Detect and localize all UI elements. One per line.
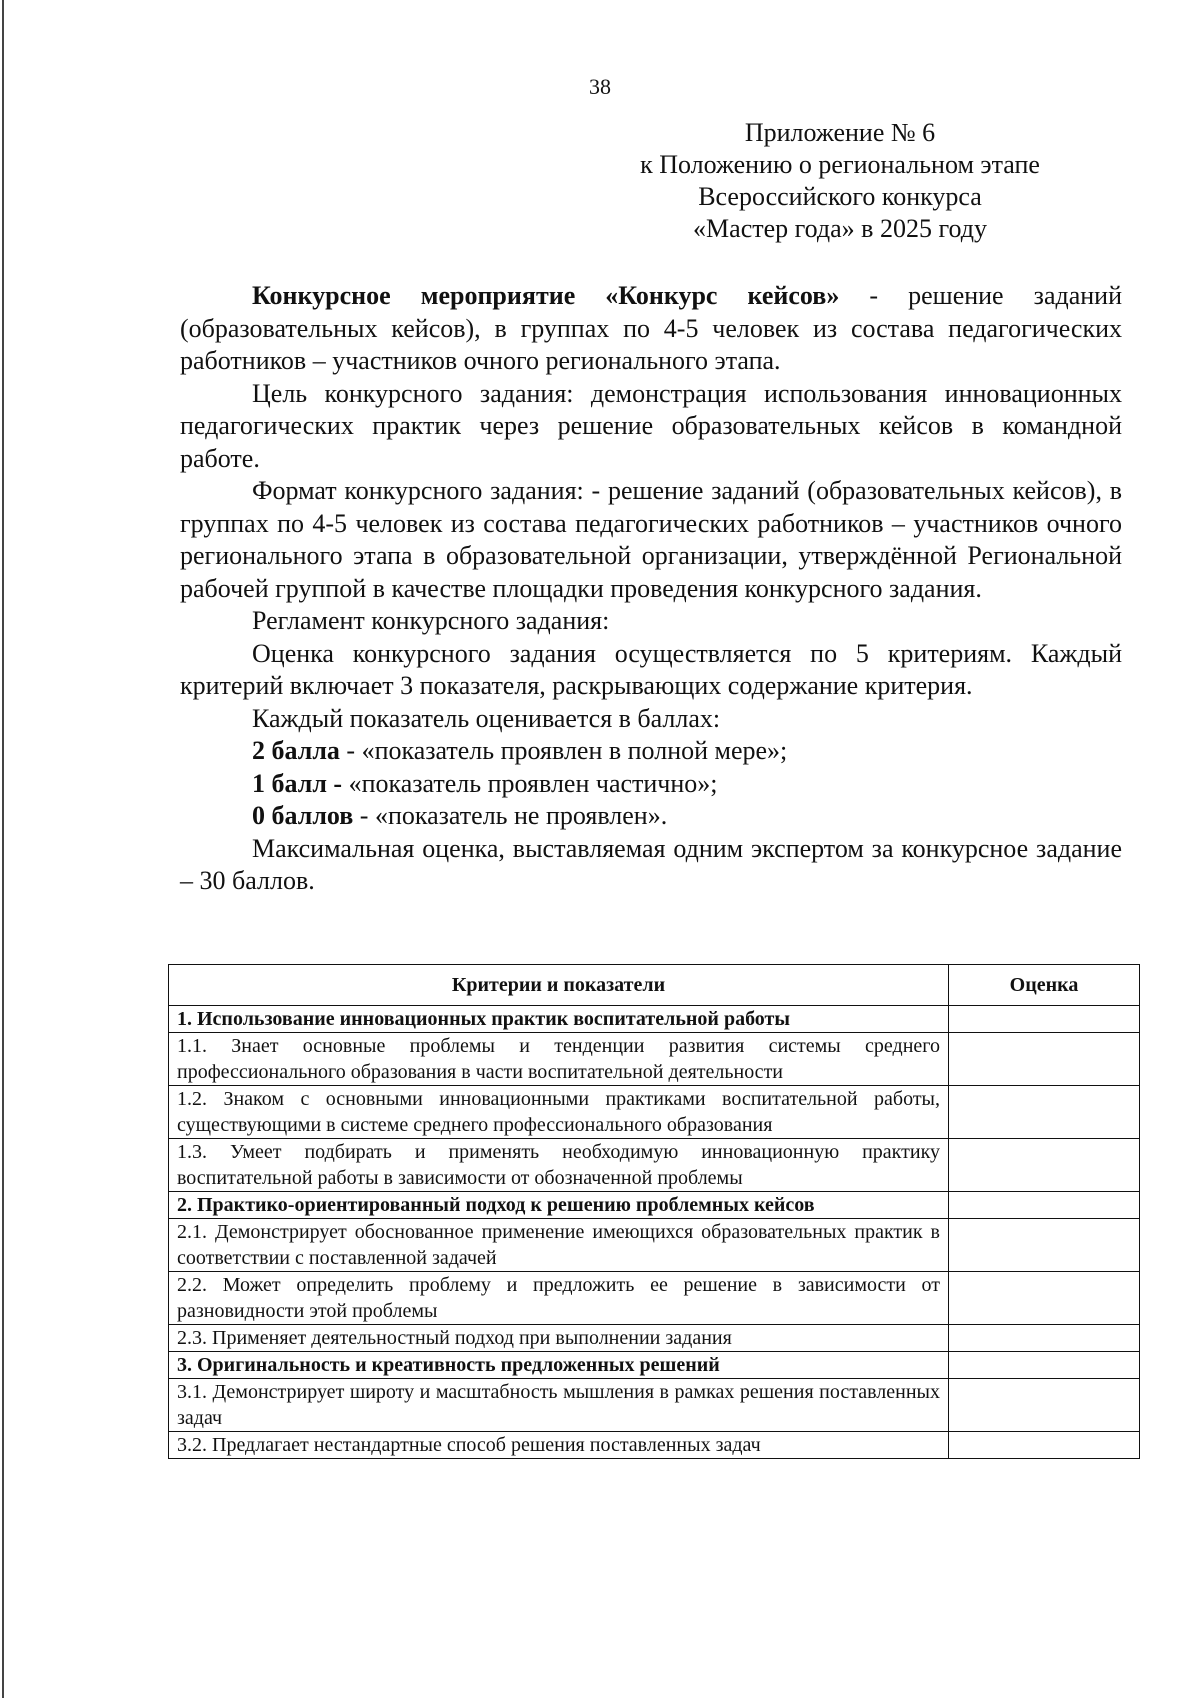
table-row xyxy=(169,1325,1140,1352)
criterion-group-row xyxy=(169,1352,1140,1379)
score-1-label: 1 балл - xyxy=(252,768,343,798)
score-1-text: «показатель проявлен частично»; xyxy=(342,768,718,798)
score-cell xyxy=(949,1325,1140,1352)
score-cell xyxy=(949,1192,1140,1219)
table-row xyxy=(169,1139,1140,1192)
paragraph-format: Формат конкурсного задания: - решение заданий (образовательных кейсов), в группах по 4-5 человек из состава педагогических работников – участников очного регионального этапа в образовательной организации, утверждённой Региональной рабочей группой в качестве площадки проведения конкурсного задания. xyxy=(180,476,1122,603)
paragraph-evaluation: Оценка конкурсного задания осуществляется по 5 критериям. Каждый критерий включает 3 показателя, раскрывающих содержание критерия. xyxy=(180,638,1122,700)
score-2-line xyxy=(180,735,1122,768)
page-number: 38 xyxy=(589,74,611,99)
criterion-group-row xyxy=(169,1006,1140,1033)
score-0-text: - «показатель не проявлен». xyxy=(353,801,668,830)
scan-edge xyxy=(2,0,4,1698)
table-row xyxy=(169,1432,1140,1459)
table-row xyxy=(169,1033,1140,1086)
paragraph-regulation: Регламент конкурсного задания: xyxy=(252,606,610,635)
score-cell xyxy=(949,1379,1140,1432)
table-header-row xyxy=(169,965,1140,1006)
criterion-group-text: 2. Практико-ориентированный подход к решению проблемных кейсов xyxy=(169,1192,949,1219)
appendix-header xyxy=(560,117,1120,245)
appendix-line-2: к Положению о региональном этапе xyxy=(640,150,1040,179)
score-0-label: 0 баллов xyxy=(252,801,354,830)
criteria-table-body xyxy=(169,1006,1140,1459)
score-1-line xyxy=(180,768,1122,801)
paragraph-points: Каждый показатель оценивается в баллах: xyxy=(252,703,721,733)
event-description: - решение заданий (образовательных кейсов), в группах по 4-5 человек из состава педагогических работников – участников очного регионального этапа. xyxy=(180,281,1122,375)
score-cell xyxy=(949,1033,1140,1086)
indicator-text: 1.3. Умеет подбирать и применять необходимую инновационную практику воспитательной работы в зависимости от обозначенной проблемы xyxy=(169,1139,949,1192)
criterion-group-row xyxy=(169,1192,1140,1219)
indicator-text: 3.1. Демонстрирует широту и масштабность мышления в рамках решения поставленных задач xyxy=(169,1379,949,1432)
indicator-text: 2.1. Демонстрирует обоснованное применение имеющихся образовательных практик в соответствии с поставленной задачей xyxy=(169,1219,949,1272)
event-title: Конкурсное мероприятие «Конкурс кейсов» xyxy=(252,281,840,310)
criteria-table xyxy=(168,964,1140,1459)
paragraph-max-score: Максимальная оценка, выставляемая одним экспертом за конкурсное задание – 30 баллов. xyxy=(180,833,1122,895)
header-criteria: Критерии и показатели xyxy=(169,965,949,1006)
score-2-label: 2 балла xyxy=(252,736,340,765)
indicator-text: 1.2. Знаком с основными инновационными практиками воспитательной работы, существующими в системе среднего профессионального образования xyxy=(169,1086,949,1139)
score-cell xyxy=(949,1006,1140,1033)
table-row xyxy=(169,1219,1140,1272)
paragraph-goal: Цель конкурсного задания: демонстрация использования инновационных педагогических практик через решение образовательных кейсов в командной работе. xyxy=(180,378,1122,473)
criterion-group-text: 1. Использование инновационных практик воспитательной работы xyxy=(169,1006,949,1033)
score-cell xyxy=(949,1086,1140,1139)
table-row xyxy=(169,1272,1140,1325)
score-2-text: - «показатель проявлен в полной мере»; xyxy=(339,736,788,765)
score-cell xyxy=(949,1272,1140,1325)
score-cell xyxy=(949,1139,1140,1192)
header-score: Оценка xyxy=(949,965,1140,1006)
appendix-line-1: Приложение № 6 xyxy=(744,118,936,147)
table-row xyxy=(169,1379,1140,1432)
score-0-line xyxy=(180,800,1122,833)
indicator-text: 2.2. Может определить проблему и предложить ее решение в зависимости от разновидности этой проблемы xyxy=(169,1272,949,1325)
criterion-group-text: 3. Оригинальность и креативность предложенных решений xyxy=(169,1352,949,1379)
indicator-text: 1.1. Знает основные проблемы и тенденции развития системы среднего профессионального образования в части воспитательной деятельности xyxy=(169,1033,949,1086)
score-cell xyxy=(949,1432,1140,1459)
score-cell xyxy=(949,1352,1140,1379)
table-row xyxy=(169,1086,1140,1139)
score-cell xyxy=(949,1219,1140,1272)
indicator-text: 3.2. Предлагает нестандартные способ решения поставленных задач xyxy=(169,1432,949,1459)
appendix-line-4: «Мастер года» в 2025 году xyxy=(693,214,987,243)
indicator-text: 2.3. Применяет деятельностный подход при выполнении задания xyxy=(169,1325,949,1352)
document-body xyxy=(180,280,1122,898)
paragraph-intro xyxy=(180,280,1122,378)
appendix-line-3: Всероссийского конкурса xyxy=(698,182,982,211)
